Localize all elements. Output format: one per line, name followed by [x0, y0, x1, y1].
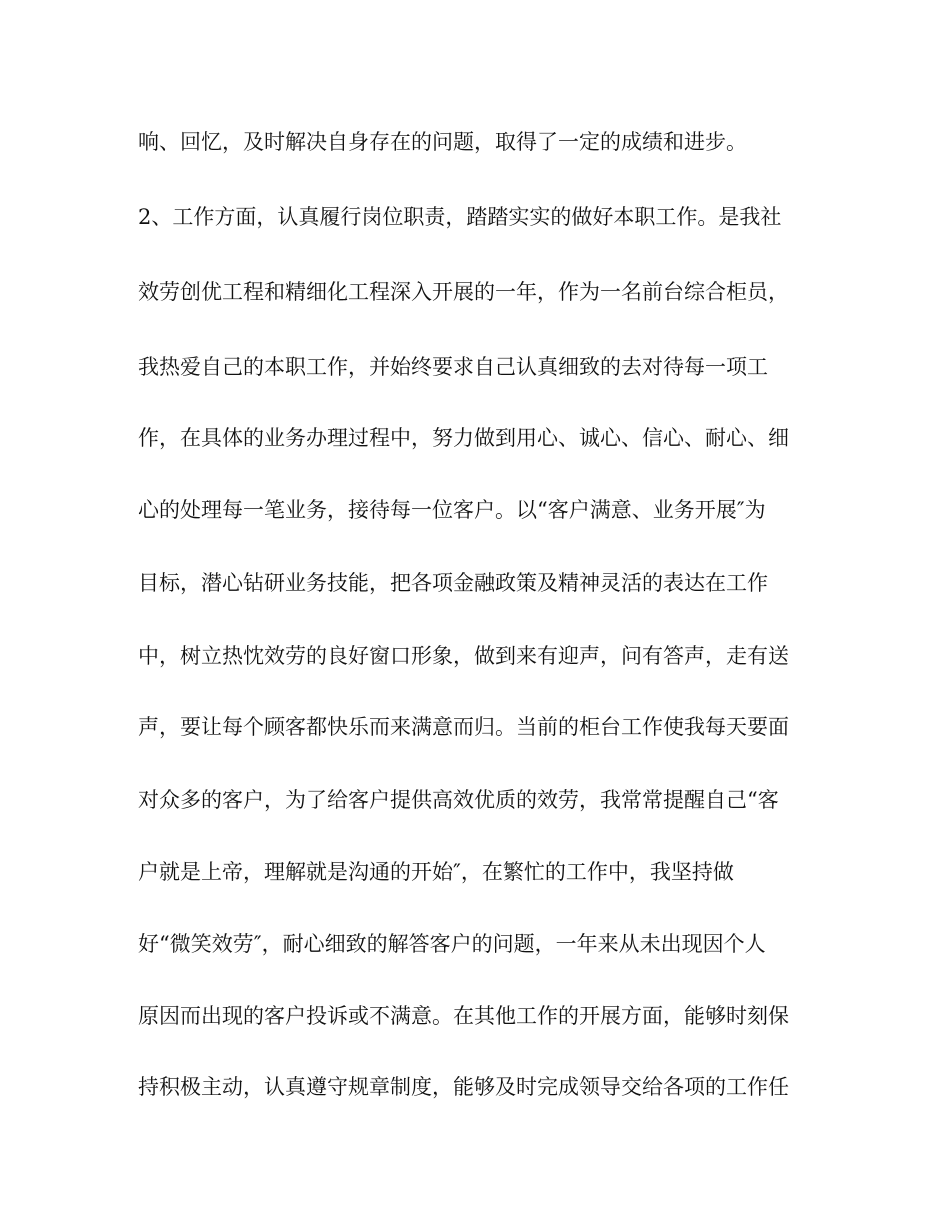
text-line: 中，树立热忱效劳的良好窗口形象，做到来有迎声，问有答声，走有送: [138, 644, 789, 668]
text-line: 我热爱自己的本职工作，并始终要求自己认真细致的去对待每一项工: [138, 355, 768, 379]
text-line: 户就是上帝，理解就是沟通的开始″，在繁忙的工作中，我坚持做: [138, 860, 734, 884]
text-line: 心的处理每一笔业务，接待每一位客户。以“客户满意、业务开展″为: [138, 498, 766, 522]
text-line: 持积极主动，认真遵守规章制度，能够及时完成领导交给各项的工作任: [138, 1075, 789, 1099]
text-line: 2、工作方面，认真履行岗位职责，踏踏实实的做好本职工作。是我社: [138, 205, 782, 229]
text-line: 声，要让每个顾客都快乐而来满意而归。当前的柜台工作使我每天要面: [138, 715, 789, 739]
text-line: 响、回忆，及时解决自身存在的问题，取得了一定的成绩和进步。: [138, 130, 747, 154]
text-line: 好“微笑效劳″，耐心细致的解答客户的问题，一年来从未出现因个人: [138, 932, 766, 956]
text-line: 原因而出现的客户投诉或不满意。在其他工作的开展方面，能够时刻保: [138, 1004, 789, 1028]
text-line: 作，在具体的业务办理过程中，努力做到用心、诚心、信心、耐心、细: [138, 426, 789, 450]
text-line: 对众多的客户，为了给客户提供高效优质的效劳，我常常提醒自己“客: [138, 788, 779, 812]
text-line: 目标，潜心钻研业务技能，把各项金融政策及精神灵活的表达在工作: [138, 571, 768, 595]
text-line: 效劳创优工程和精细化工程深入开展的一年，作为一名前台综合柜员，: [138, 280, 789, 304]
